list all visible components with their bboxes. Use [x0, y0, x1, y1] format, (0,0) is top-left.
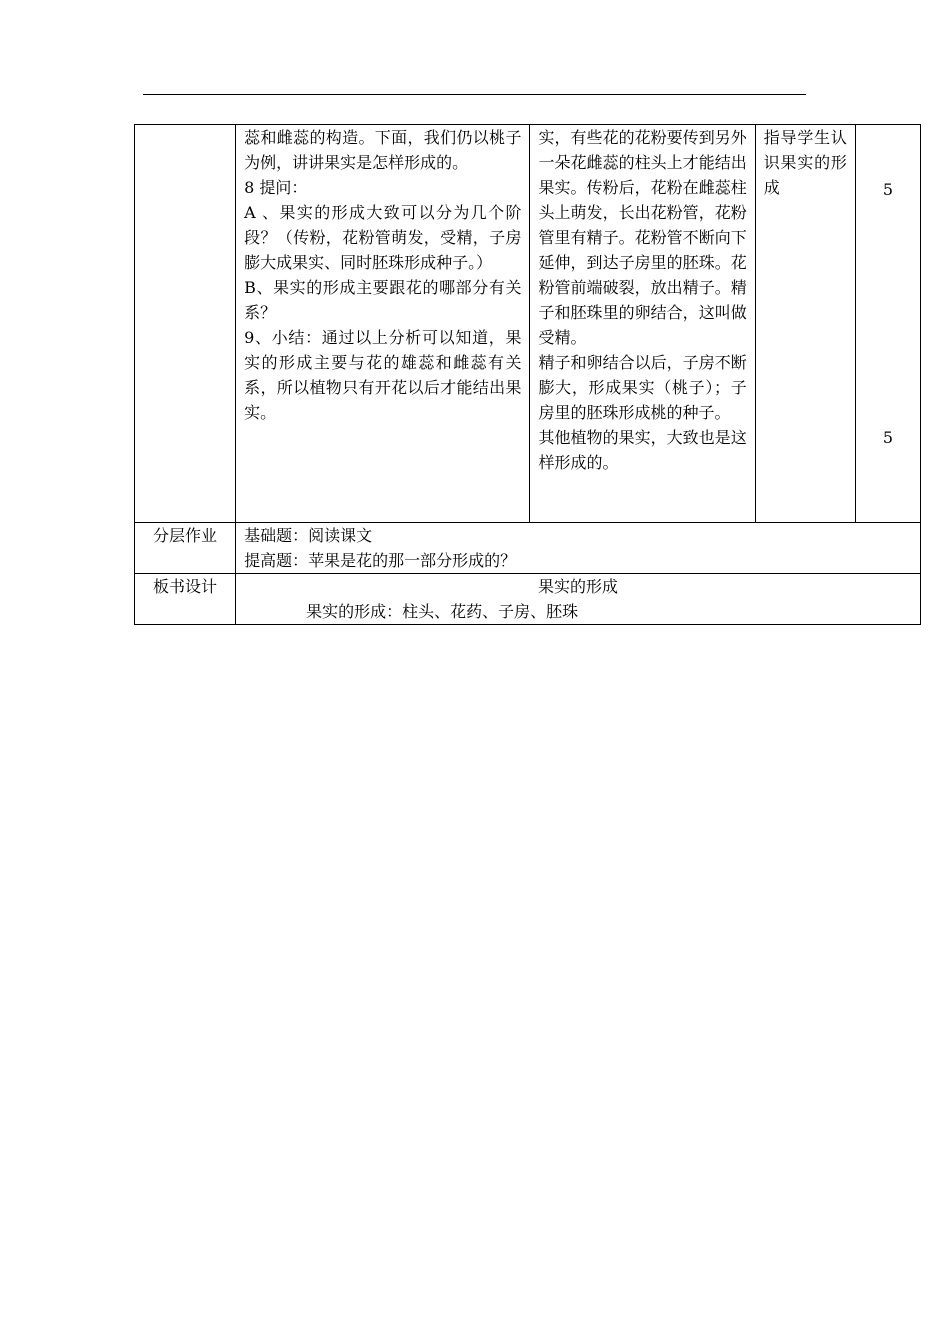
design-intent-text: 指导学生认识果实的形成 — [763, 128, 847, 197]
student-activity-cell — [530, 125, 755, 523]
teacher-line: 蕊和雌蕊的构造。下面，我们仍以桃子为例，讲讲果实是怎样形成的。 — [244, 128, 522, 172]
lesson-plan-table — [134, 124, 921, 625]
student-line: 实，有些花的花粉要传到另外一朵花雌蕊的柱头上才能结出果实。传粉后，花粉在雌蕊柱头上萌发，长出花粉管，花粉管里有精子。花粉管不断向下延伸，到达子房里的胚珠。花粉管前端破裂，放出精子。精子和胚珠里的卵结合，这叫做受精。 — [538, 128, 747, 347]
board-content: 果实的形成：柱头、花药、子房、胚珠 — [306, 602, 579, 621]
process-label-cell — [135, 125, 236, 523]
homework-row — [135, 523, 921, 574]
homework-label: 分层作业 — [135, 523, 236, 574]
board-design-content-cell — [236, 574, 921, 625]
lesson-process-row — [135, 125, 921, 523]
teacher-activity-cell — [236, 125, 530, 523]
teacher-line: 9、小结：通过以上分析可以知道，果实的形成主要与花的雄蕊和雌蕊有关系，所以植物只有开花以后才能结出果实。 — [244, 328, 522, 422]
design-intent-cell — [755, 125, 855, 523]
board-design-label: 板书设计 — [135, 574, 236, 625]
homework-line: 基础题：阅读课文 — [244, 526, 373, 545]
homework-content-cell — [236, 523, 921, 574]
teacher-line: A 、果实的形成大致可以分为几个阶段？（传粉，花粉管萌发，受精，子房膨大成果实、同时胚珠形成种子。） — [244, 203, 522, 272]
teacher-line: 8 提问： — [244, 178, 308, 197]
time-value: 5 — [882, 180, 894, 199]
student-line: 精子和卵结合以后，子房不断膨大，形成果实（桃子）；子房里的胚珠形成桃的种子。 — [538, 353, 747, 422]
board-title: 果实的形成 — [538, 577, 619, 596]
student-line: 其他植物的果实，大致也是这样形成的。 — [538, 428, 747, 472]
header-rule — [143, 94, 806, 95]
homework-line: 提高题：苹果是花的那一部分形成的？ — [244, 551, 517, 570]
time-cell — [855, 125, 920, 523]
time-value: 5 — [882, 428, 894, 447]
board-design-row — [135, 574, 921, 625]
teacher-line: B、果实的形成主要跟花的哪部分有关系？ — [244, 278, 522, 322]
